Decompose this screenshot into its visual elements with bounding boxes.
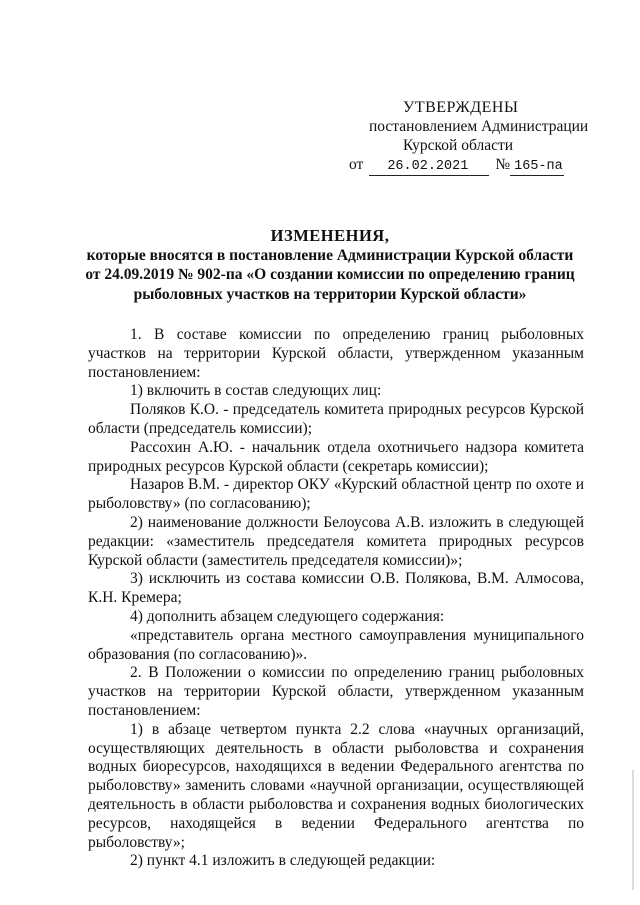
paragraph: «представитель органа местного самоуправления муниципального образования (по согласованию)».: [88, 626, 584, 663]
approval-line-1: постановлением Администрации: [369, 118, 589, 135]
scan-edge-mark: [632, 770, 634, 890]
paragraph: 2) пункт 4.1 изложить в следующей редакции:: [130, 852, 436, 870]
heading-line-1: которые вносятся в постановление Администрации Курской области: [86, 246, 574, 264]
heading-line-3: рыболовных участков на территории Курской области»: [133, 285, 527, 303]
paragraph: 4) дополнить абзацем следующего содержания:: [130, 607, 445, 625]
number-prefix: №: [495, 156, 511, 173]
approval-date-row: [345, 155, 595, 176]
approval-number: 165-па: [510, 159, 564, 176]
document-heading: [80, 226, 580, 304]
approval-block: [345, 98, 595, 176]
heading-title: ИЗМЕНЕНИЯ,: [270, 226, 390, 245]
approval-line-2: Курской области: [403, 137, 514, 154]
heading-line-2: от 24.09.2019 № 902-па «О создании комиссии по определению границ: [85, 266, 575, 283]
paragraph: 2) наименование должности Белоусова А.В. изложить в следующей редакции: «заместитель председателя комитета природных ресурсов Курской области (заместитель председателя комиссии)»;: [88, 513, 584, 569]
paragraph: 1) в абзаце четвертом пункта 2.2 слова «научных организаций, осуществляющих деятельность в области рыболовства и сохранения водных биоресурсов, находящихся в ведении Федерального агентства по рыболовству» заменить словами «научной организации, осуществляющей деятельность в области рыболовства и сохранения водных биологических ресурсов, находящейся в ведении Федерального агентства по рыболовству»;: [88, 720, 584, 851]
paragraph: 1. В составе комиссии по определению границ рыболовных участков на территории Курской области, утвержденном указанным постановлением:: [88, 326, 584, 381]
paragraph: Рассохин А.Ю. - начальник отдела охотничьего надзора комитета природных ресурсов Курской области (секретарь комиссии);: [88, 438, 584, 475]
paragraph: Назаров В.М. - директор ОКУ «Курский областной центр по охоте и рыболовству» (по согласованию);: [88, 476, 584, 513]
date-prefix: от: [349, 156, 364, 173]
approval-date: 26.02.2021: [369, 159, 489, 176]
paragraph: 2. В Положении о комиссии по определению границ рыболовных участков на территории Курской области, утвержденном указанным постановлением:: [88, 664, 584, 719]
paragraph: Поляков К.О. - председатель комитета природных ресурсов Курской области (председатель комиссии);: [88, 401, 584, 437]
document-body: [88, 326, 584, 871]
paragraph: 1) включить в состав следующих лиц:: [130, 382, 382, 400]
approval-title: УТВЕРЖДЕНЫ: [403, 99, 519, 116]
paragraph: 3) исключить из состава комиссии О.В. Полякова, В.М. Алмосова, К.Н. Кремера;: [88, 570, 584, 607]
